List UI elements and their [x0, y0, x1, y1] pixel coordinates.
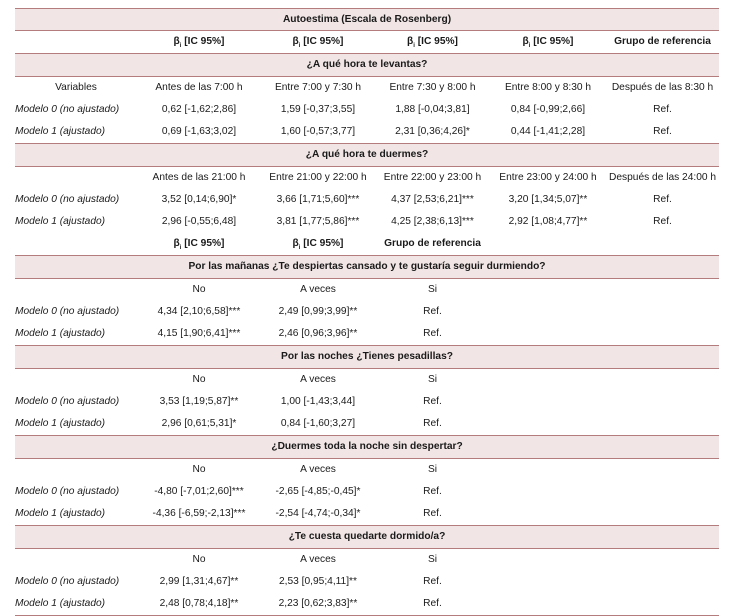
cell-value: Ref. [375, 503, 490, 526]
category-label: Si [427, 464, 438, 475]
cell-value: 1,00 [-1,43;3,44] [280, 396, 356, 407]
section-question: ¿A qué hora te duermes? [15, 144, 719, 167]
cell-value: 2,48 [0,78;4,18]** [137, 593, 261, 616]
category-label: Antes de las 7:00 h [155, 82, 243, 93]
category-label: Después de las 24:00 h [609, 172, 717, 183]
cell-value: 2,23 [0,62;3,83]** [261, 593, 375, 616]
grupo-referencia-header: Grupo de referencia [375, 233, 490, 256]
cell-value: Ref. [423, 396, 442, 407]
category-label: Si [427, 284, 438, 295]
category-row [15, 369, 719, 392]
cell-value: 2,49 [0,99;3,99]** [278, 306, 358, 317]
beta-header-col2: $\beta_i$ [IC 95%] [261, 31, 375, 54]
variables-label: Variables [55, 82, 97, 93]
cell-value: 2,31 [0,36;4,26]* [375, 121, 490, 144]
table-row [15, 323, 719, 346]
section-question: ¿Duermes toda la noche sin despertar? [15, 436, 719, 459]
section-question-row [15, 256, 719, 279]
cell-value: Ref. [423, 306, 442, 317]
category-label: A veces [300, 284, 336, 295]
row-label: Modelo 1 (ajustado) [15, 323, 137, 346]
section-question-row [15, 144, 719, 167]
cell-value: Ref. [423, 486, 442, 497]
table-row [15, 571, 719, 593]
row-label: Modelo 0 (no ajustado) [15, 396, 120, 407]
cell-value: 0,69 [-1,63;3,02] [137, 121, 261, 144]
row-label: Modelo 0 (no ajustado) [15, 104, 120, 115]
category-label: Entre 21:00 y 22:00 h [269, 172, 367, 183]
section-question: ¿Te cuesta quedarte dormido/a? [15, 526, 719, 549]
cell-value: Ref. [653, 194, 672, 205]
cell-value: 1,88 [-0,04;3,81] [395, 104, 470, 115]
category-blank [15, 369, 137, 392]
grupo-referencia-header: Grupo de referencia [606, 31, 719, 54]
row-label: Modelo 0 (no ajustado) [15, 576, 120, 587]
section-question-row [15, 346, 719, 369]
cell-value: 2,46 [0,96;3,96]** [261, 323, 375, 346]
table-row [15, 481, 719, 503]
table-row [15, 99, 719, 121]
beta-header-row [15, 233, 719, 256]
cell-value: -2,65 [-4,85;-0,45]* [275, 486, 361, 497]
cell-value: 3,81 [1,77;5,86]*** [276, 216, 360, 227]
cell-value: 2,96 [0,61;5,31]* [137, 413, 261, 436]
category-row [15, 279, 719, 302]
cell-value: Ref. [653, 104, 672, 115]
cell-value: Ref. [423, 576, 442, 587]
cell-value: Ref. [375, 323, 490, 346]
beta-header-blank [606, 233, 719, 256]
section-question-row [15, 526, 719, 549]
rosenberg-self-esteem-table [15, 8, 719, 616]
beta-header-blank [15, 31, 137, 54]
table-row [15, 121, 719, 144]
cell-value: 2,92 [1,08;4,77]** [508, 216, 588, 227]
section-question: Por las mañanas ¿Te despiertas cansado y te gustaría seguir durmiendo? [15, 256, 719, 279]
category-row [15, 459, 719, 482]
table-row [15, 593, 719, 616]
cell-value: Ref. [375, 593, 490, 616]
cell-value: 4,15 [1,90;6,41]*** [137, 323, 261, 346]
category-blank [15, 549, 137, 572]
category-label: A veces [300, 374, 336, 385]
cell-value: -4,80 [-7,01;2,60]*** [154, 486, 244, 497]
category-label: No [192, 284, 206, 295]
row-label: Modelo 0 (no ajustado) [15, 194, 120, 205]
category-row [15, 167, 719, 190]
beta-header-col3: $\beta_i$ [IC 95%] [375, 31, 490, 54]
category-label: Entre 7:00 y 7:30 h [274, 82, 362, 93]
cell-value: 4,34 [2,10;6,58]*** [157, 306, 241, 317]
cell-value: 3,53 [1,19;5,87]** [159, 396, 239, 407]
beta-header-col4: $\beta_i$ [IC 95%] [490, 31, 606, 54]
category-label: No [192, 554, 206, 565]
category-label: No [192, 464, 206, 475]
table-row [15, 413, 719, 436]
cell-value: Ref. [375, 413, 490, 436]
section-question-row [15, 436, 719, 459]
cell-value: 4,25 [2,38;6,13]*** [391, 216, 474, 227]
row-label: Modelo 1 (ajustado) [15, 121, 137, 144]
category-label: Antes de las 21:00 h [152, 172, 246, 183]
cell-value: 3,20 [1,34;5,07]** [508, 194, 588, 205]
table-row [15, 391, 719, 413]
cell-value: 4,37 [2,53;6,21]*** [391, 194, 474, 205]
table-row [15, 211, 719, 233]
category-label: Entre 7:30 y 8:00 h [389, 82, 476, 93]
beta-header-col1: $\beta_i$ [IC 95%] [137, 31, 261, 54]
category-blank [15, 279, 137, 302]
row-label: Modelo 1 (ajustado) [15, 216, 106, 227]
beta-header-blank [490, 233, 606, 256]
beta-header-col1: $\beta_i$ [IC 95%] [137, 233, 261, 256]
cell-value: 0,84 [-1,60;3,27] [261, 413, 375, 436]
section-question-row [15, 54, 719, 77]
cell-value: 2,96 [-0,55;6,48] [161, 216, 237, 227]
cell-value: 0,44 [-1,41;2,28] [490, 121, 606, 144]
category-blank [15, 167, 137, 190]
cell-value: 2,53 [0,95;4,11]** [279, 576, 357, 587]
category-row [15, 77, 719, 100]
cell-value: 0,84 [-0,99;2,66] [510, 104, 586, 115]
cell-value: -2,54 [-4,74;-0,34]* [261, 503, 375, 526]
category-label: Entre 22:00 y 23:00 h [383, 172, 482, 183]
category-blank [15, 459, 137, 482]
beta-header-row [15, 31, 719, 54]
cell-value: -4,36 [-6,59;-2,13]*** [137, 503, 261, 526]
row-label: Modelo 1 (ajustado) [15, 503, 137, 526]
category-row [15, 549, 719, 572]
table-title-row [15, 9, 719, 31]
category-label: A veces [300, 464, 336, 475]
category-label: Entre 8:00 y 8:30 h [504, 82, 592, 93]
beta-header-blank [15, 233, 137, 256]
beta-header-col2: $\beta_i$ [IC 95%] [261, 233, 375, 256]
category-label: Entre 23:00 y 24:00 h [499, 172, 597, 183]
row-label: Modelo 1 (ajustado) [15, 593, 137, 616]
cell-value: 1,59 [-0,37;3,55] [280, 104, 356, 115]
table-title: Autoestima (Escala de Rosenberg) [15, 9, 719, 31]
row-label: Modelo 1 (ajustado) [15, 413, 137, 436]
category-label: A veces [300, 554, 336, 565]
cell-value: 2,99 [1,31;4,67]** [159, 576, 239, 587]
category-label: Si [427, 554, 438, 565]
category-label: No [192, 374, 206, 385]
row-label: Modelo 0 (no ajustado) [15, 306, 120, 317]
cell-value: Ref. [606, 121, 719, 144]
cell-value: 0,62 [-1,62;2,86] [161, 104, 237, 115]
cell-value: 1,60 [-0,57;3,77] [261, 121, 375, 144]
table-row [15, 503, 719, 526]
category-label: Si [427, 374, 438, 385]
cell-value: 3,52 [0,14;6,90]* [161, 194, 237, 205]
table-row [15, 301, 719, 323]
table-row [15, 189, 719, 211]
cell-value: 3,66 [1,71;5,60]*** [276, 194, 360, 205]
section-question: Por las noches ¿Tienes pesadillas? [15, 346, 719, 369]
cell-value: Ref. [653, 216, 672, 227]
section-question: ¿A qué hora te levantas? [15, 54, 719, 77]
row-label: Modelo 0 (no ajustado) [15, 486, 120, 497]
category-label: Después de las 8:30 h [611, 82, 714, 93]
